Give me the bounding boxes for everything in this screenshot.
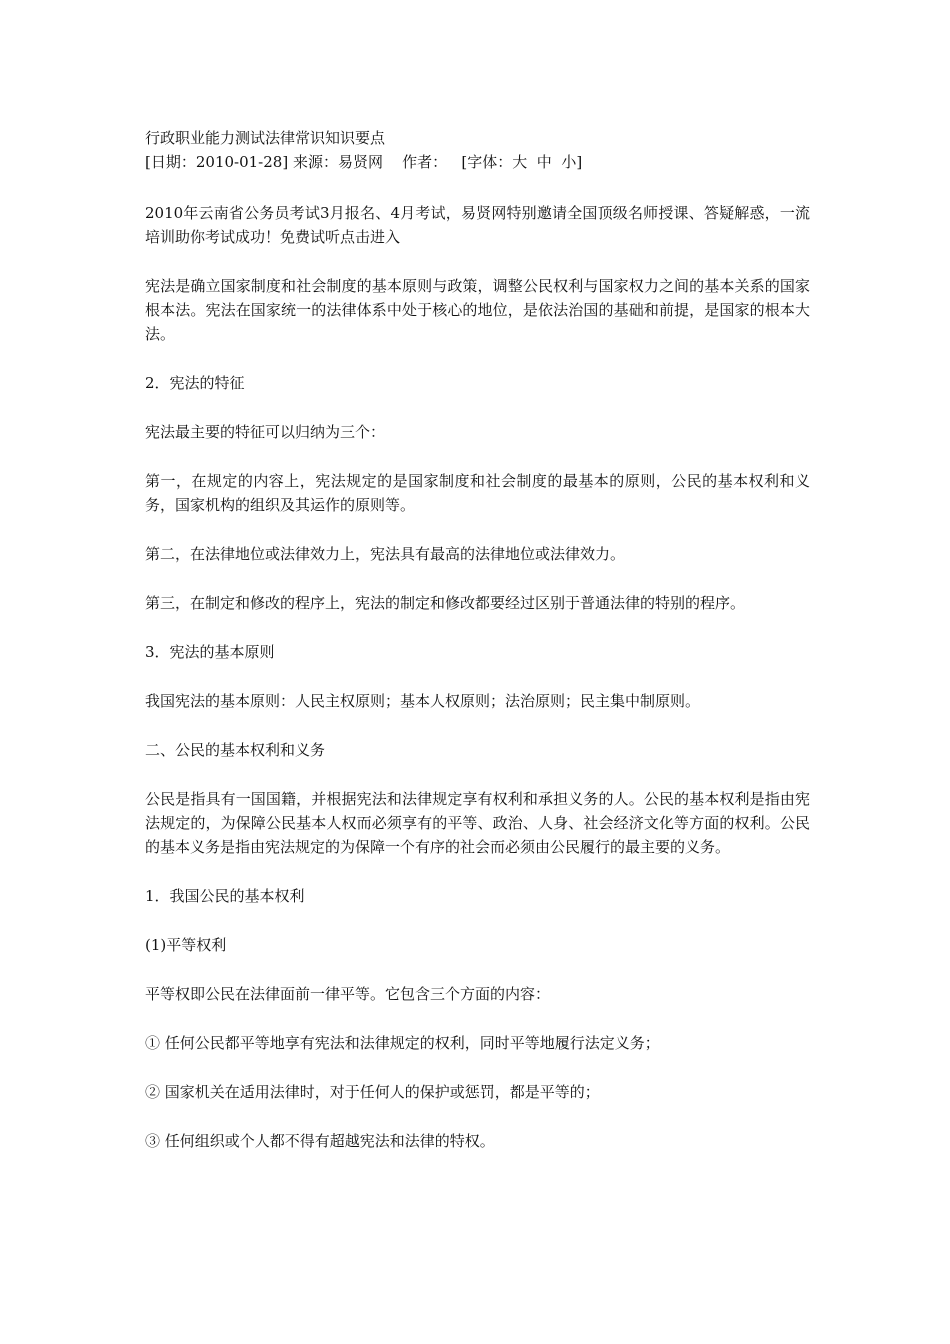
paragraph-citizen-definition: 公民是指具有一国国籍，并根据宪法和法律规定享有权利和承担义务的人。公民的基本权利是指由宪法规定的，为保障公民基本人权而必须享有的平等、政治、人身、社会经济文化等方面的权利。公民的基本义务是指由宪法规定的为保障一个有序的社会而必须由公民履行的最主要的义务。 [145,790,810,856]
paragraph-basic-principles: 我国宪法的基本原则：人民主权原则；基本人权原则；法治原则；民主集中制原则。 [145,692,701,710]
heading-equality-rights: (1)平等权利 [145,936,227,954]
heading-constitution-features: 2．宪法的特征 [145,374,245,392]
paragraph-feature-2: 第二，在法律地位或法律效力上，宪法具有最高的法律地位或法律效力。 [145,545,626,563]
document-header [145,126,810,174]
list-item-equality-3: ③ 任何组织或个人都不得有超越宪法和法律的特权。 [145,1132,495,1150]
paragraph-equality-definition: 平等权即公民在法律面前一律平等。它包含三个方面的内容： [145,985,551,1003]
paragraph-features-summary: 宪法最主要的特征可以归纳为三个： [145,423,386,441]
document-title: 行政职业能力测试法律常识知识要点 [145,129,386,147]
meta-font-size[interactable]: [字体：大 中 小] [461,153,583,171]
meta-source: 来源：易贤网 [292,153,383,171]
heading-basic-principles: 3．宪法的基本原则 [145,643,275,661]
paragraph-feature-1: 第一，在规定的内容上，宪法规定的是国家制度和社会制度的最基本的原则，公民的基本权利和义务，国家机构的组织及其运作的原则等。 [145,472,810,514]
paragraph-intro: 2010年云南省公务员考试3月报名、4月考试，易贤网特别邀请全国顶级名师授课、答疑解惑，一流培训助你考试成功！免费试听点击进入 [145,204,810,246]
meta-author: 作者： [402,153,448,171]
meta-date: [日期：2010-01-28] [145,153,289,171]
list-item-equality-1: ① 任何公民都平等地享有宪法和法律规定的权利，同时平等地履行法定义务； [145,1034,660,1052]
heading-basic-rights: 1．我国公民的基本权利 [145,887,305,905]
heading-citizen-rights-duties: 二、公民的基本权利和义务 [145,741,326,759]
paragraph-feature-3: 第三，在制定和修改的程序上，宪法的制定和修改都要经过区别于普通法律的特别的程序。 [145,594,746,612]
list-item-equality-2: ② 国家机关在适用法律时，对于任何人的保护或惩罚，都是平等的； [145,1083,600,1101]
document-meta [145,150,810,174]
document-page [145,126,810,1178]
paragraph-constitution-definition: 宪法是确立国家制度和社会制度的基本原则与政策，调整公民权利与国家权力之间的基本关系的国家根本法。宪法在国家统一的法律体系中处于核心的地位，是依法治国的基础和前提，是国家的根本大法。 [145,277,810,343]
